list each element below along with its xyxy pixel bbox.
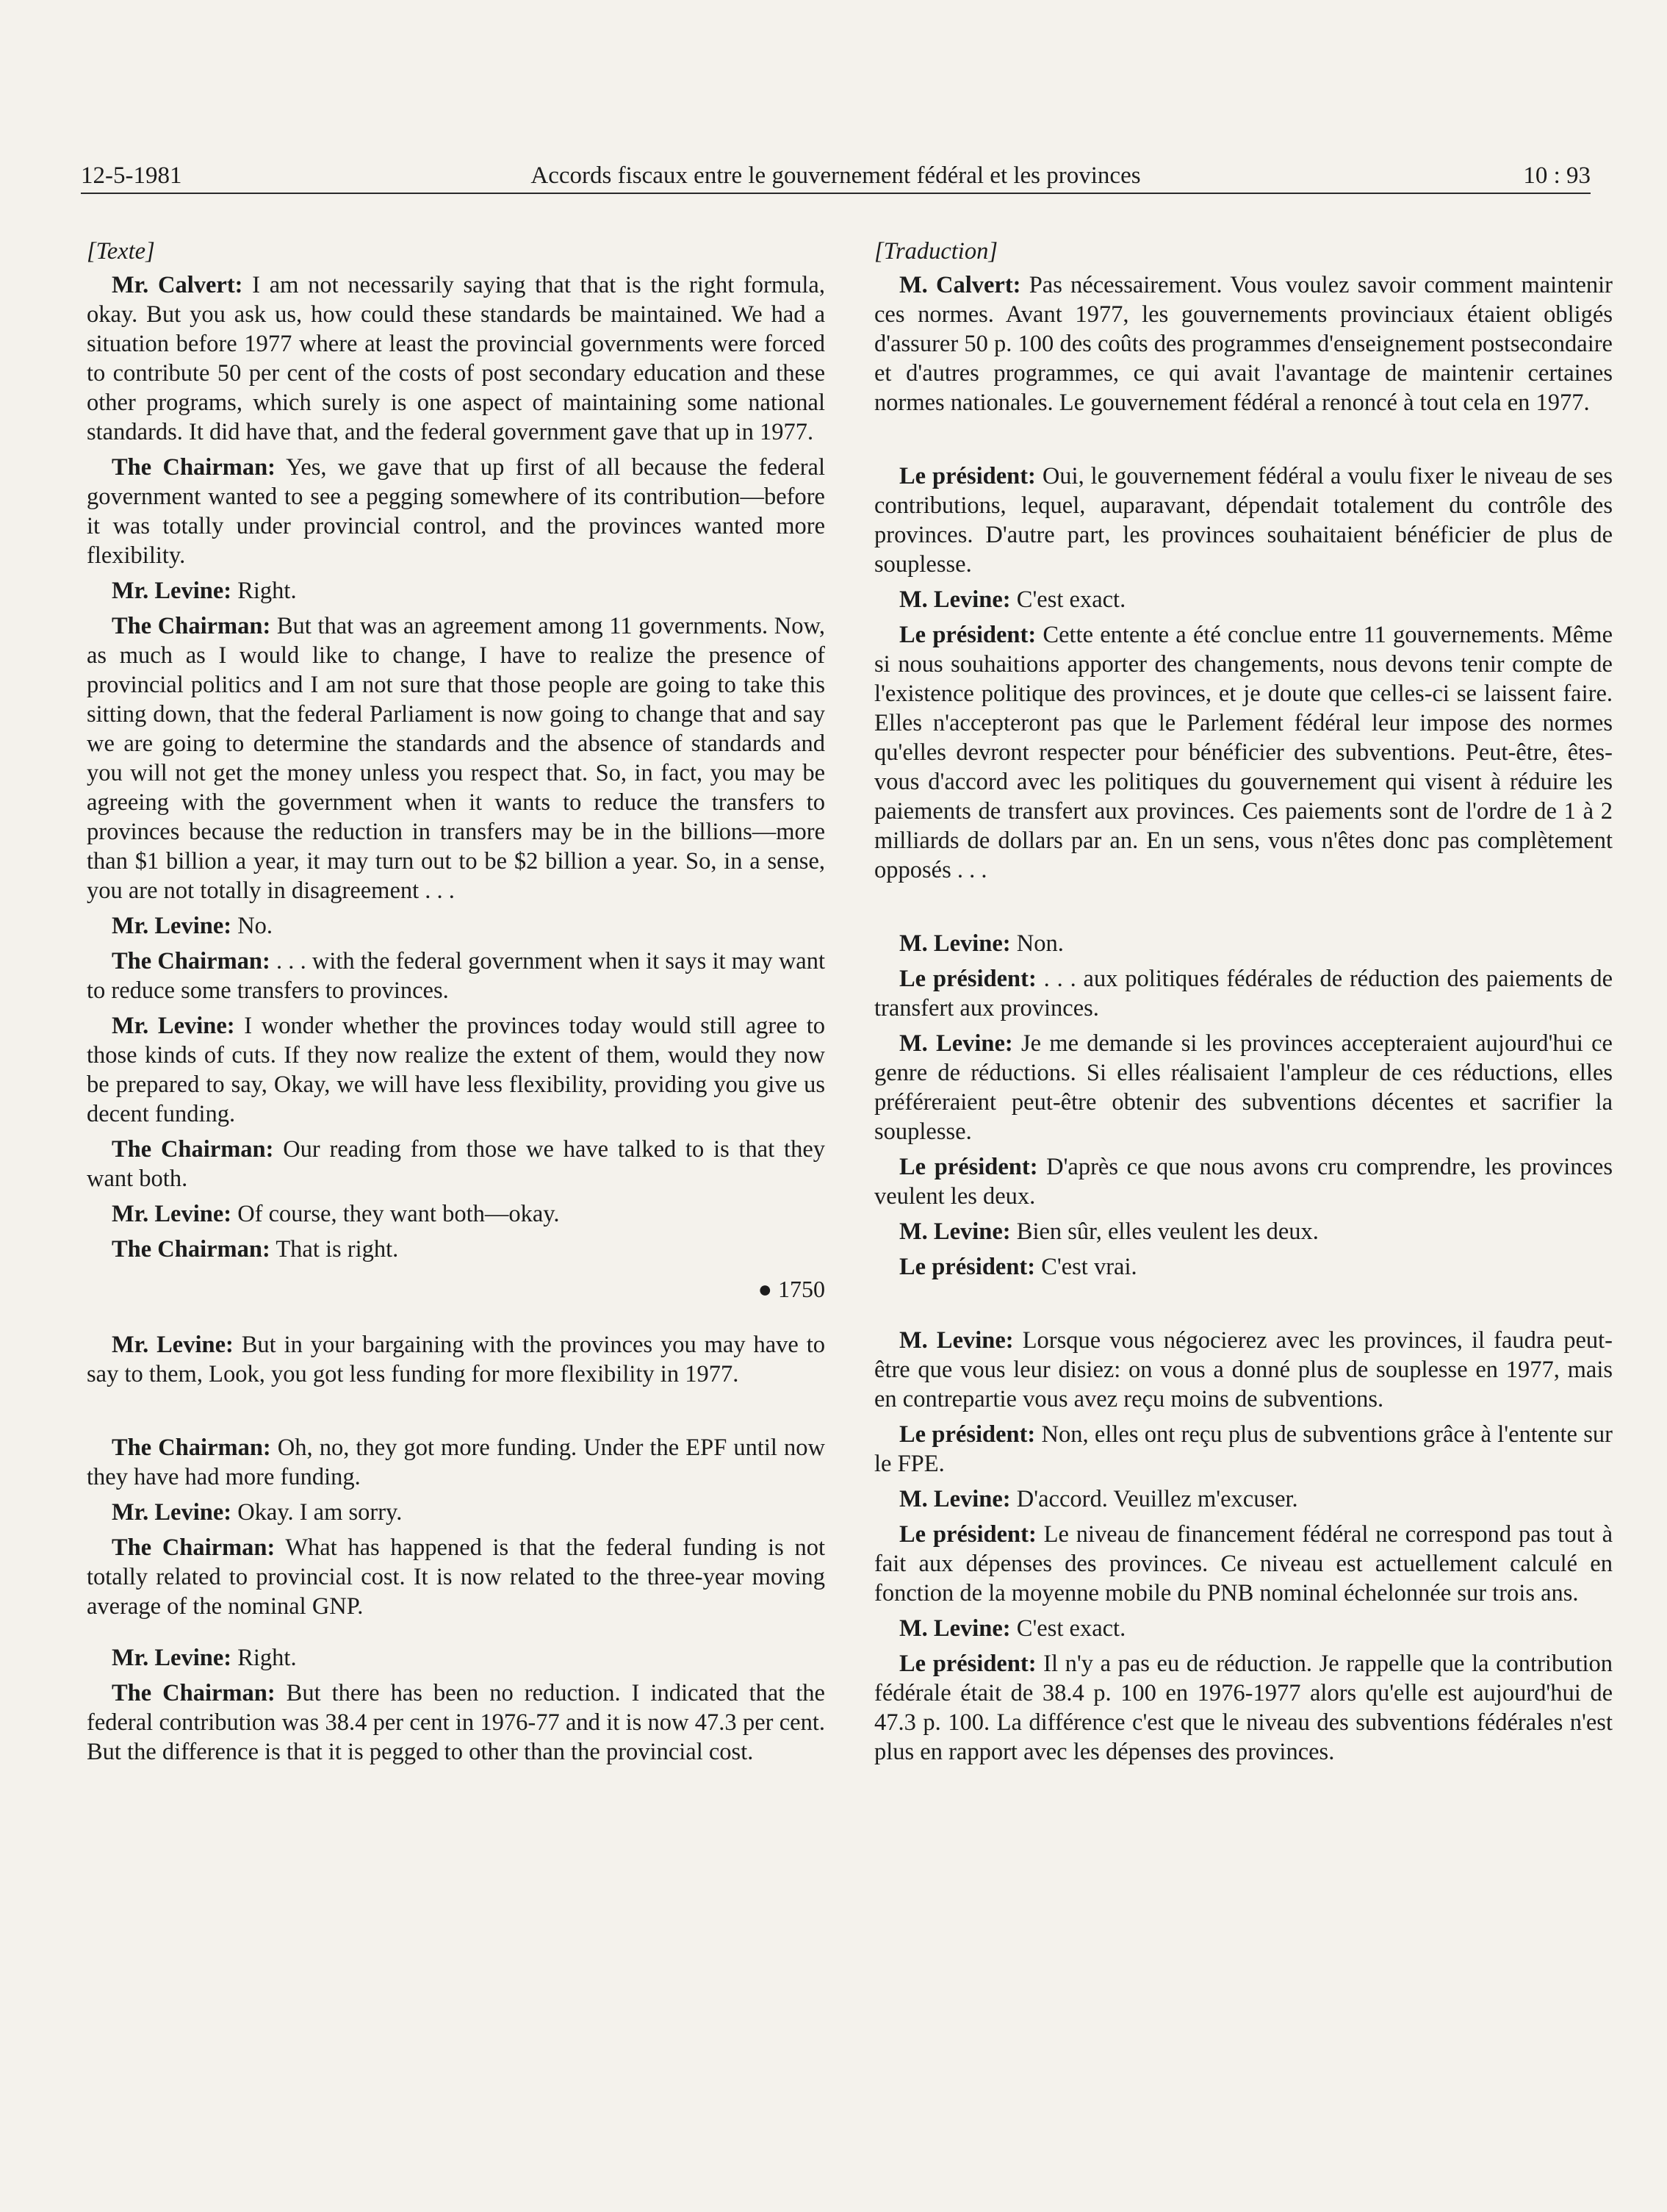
- speech: Our reading from those we have talked to is that they want both.: [87, 1136, 825, 1192]
- column-label: [Traduction]: [874, 238, 998, 265]
- paragraph: [874, 1649, 1613, 1767]
- speech: I am not necessarily saying that that is the right formula, okay. But you ask us, how could these standards be maintained. We had a situation before 1977 where at least the provincial governments were forced to contribute 50 per cent of the costs of post secondary education and these other programs, which surely is one aspect of maintaining some national standards. It did have that, and the federal government gave that up in 1977.: [87, 272, 825, 445]
- paragraph: [874, 1614, 1613, 1643]
- paragraph: [874, 462, 1613, 579]
- speech: C'est exact.: [1010, 586, 1126, 613]
- paragraph: [87, 576, 825, 606]
- speaker: Mr. Levine:: [112, 913, 232, 939]
- paragraph: [874, 620, 1613, 885]
- paragraph: [87, 270, 825, 447]
- speech: But there has been no reduction. I indicated that the federal contribution was 38.4 per cent in 1976-77 and it is now 47.3 per cent. But the difference is that it is pegged to other than the provincial cost.: [87, 1680, 825, 1765]
- paragraph: [87, 1235, 825, 1264]
- speaker: Mr. Levine:: [112, 578, 232, 604]
- speaker: Le président:: [899, 1421, 1036, 1448]
- speaker: Mr. Levine:: [112, 1013, 235, 1039]
- speaker: Le président:: [899, 966, 1037, 992]
- time-marker-value: 1750: [778, 1276, 825, 1302]
- speech: Right.: [231, 578, 297, 604]
- paragraph: [87, 1199, 825, 1229]
- paragraph: [87, 453, 825, 570]
- speaker: M. Levine:: [899, 1327, 1014, 1354]
- paragraph: [874, 964, 1613, 1023]
- paragraph: [874, 1217, 1613, 1246]
- speech: Le niveau de financement fédéral ne correspond pas tout à fait aux dépenses des provinces. Ce niveau est actuellement calculé en fonction de la moyenne mobile du PNB nominal échelonnée sur trois ans.: [874, 1521, 1613, 1606]
- speaker: Mr. Levine:: [112, 1499, 232, 1526]
- header-rule: [81, 193, 1591, 194]
- paragraph: [87, 1678, 825, 1767]
- french-column: [874, 237, 1613, 1773]
- speaker: Le président:: [899, 1254, 1036, 1280]
- paragraph: [874, 270, 1613, 417]
- speech: Yes, we gave that up first of all because the federal government wanted to see a pegging somewhere of its contribution—before it was totally under provincial control, and the provinces wanted more flexibility.: [87, 454, 825, 569]
- header-title: Accords fiscaux entre le gouvernement fédéral et les provinces: [530, 162, 1141, 189]
- speaker: The Chairman:: [112, 1534, 276, 1561]
- speech: D'accord. Veuillez m'excuser.: [1010, 1486, 1298, 1512]
- speech: But that was an agreement among 11 governments. Now, as much as I would like to change, I have to realize the presence of provincial politics and I am not sure that those people are going to take this sitting down, that the federal Parliament is now going to change that and say we are going to determine the standards and the absence of standards and you will not get the money unless you respect that. So, in fact, you may be agreeing with the government when it wants to reduce the transfers to provinces because the reduction in transfers may be in the billions—more than $1 billion a year, it may turn out to be $2 billion a year. So, in a sense, you are not totally in disagreement . . .: [87, 613, 825, 904]
- english-column: [87, 237, 825, 1773]
- paragraph: [87, 611, 825, 905]
- paragraph: [87, 1498, 825, 1527]
- paragraph: [87, 1330, 825, 1389]
- paragraph: [87, 1533, 825, 1621]
- speaker: M. Levine:: [899, 586, 1011, 613]
- speech: . . . with the federal government when it says it may want to reduce some transfers to provinces.: [87, 948, 825, 1004]
- speech: Bien sûr, elles veulent les deux.: [1010, 1218, 1319, 1245]
- speaker: M. Levine:: [899, 1218, 1011, 1245]
- speaker: M. Levine:: [899, 1615, 1011, 1642]
- speaker: Le président:: [899, 463, 1036, 489]
- speech: Il n'y a pas eu de réduction. Je rappelle que la contribution fédérale était de 38.4 p. 100 en 1976-1977 alors qu'elle est aujourd'hui de 47.3 p. 100. La différence c'est que le niveau des subventions fédérales n'est plus en rapport avec les dépenses des provinces.: [874, 1651, 1613, 1765]
- speech: What has happened is that the federal funding is not totally related to provincial cost. It is now related to the three-year moving average of the nominal GNP.: [87, 1534, 825, 1620]
- speech: Okay. I am sorry.: [231, 1499, 403, 1526]
- paragraph: [874, 1484, 1613, 1514]
- bullet-icon: ●: [757, 1276, 772, 1302]
- speaker: Le président:: [899, 1521, 1037, 1548]
- speech: Oh, no, they got more funding. Under the EPF until now they have had more funding.: [87, 1434, 825, 1490]
- header-page-number: 10 : 93: [1523, 162, 1591, 189]
- speech: Cette entente a été conclue entre 11 gouvernements. Même si nous souhaitions apporter des changements, nous devons tenir compte de l'existence politique des provinces, et je doute que celles-ci se laissent faire. Elles n'accepteront pas que le Parlement fédéral leur impose des normes qu'elles devront respecter pour bénéficier des subventions. Peut-être, êtes-vous d'accord avec les politiques du gouvernement qui visent à réduire les paiements de transfert aux provinces. Ces paiements sont de l'ordre de 1 à 2 milliards de dollars par an. En un sens, vous n'êtes donc pas complètement opposés . . .: [874, 622, 1613, 883]
- speech: Pas nécessairement. Vous voulez savoir comment maintenir ces normes. Avant 1977, les gouvernements provinciaux étaient obligés d'assurer 50 p. 100 des coûts des programmes d'enseignement postsecondaire et d'autres programmes, ce qui avait l'avantage de maintenir certaines normes nationales. Le gouvernement fédéral a renoncé à tout cela en 1977.: [874, 272, 1613, 416]
- speaker: M. Levine:: [899, 1486, 1011, 1512]
- speech: Lorsque vous négocierez avec les provinces, il faudra peut-être que vous leur disiez: on vous a donné plus de souplesse en 1977, mais en contrepartie vous avez reçu moins de subventions.: [874, 1327, 1613, 1412]
- paragraph: [874, 1326, 1613, 1414]
- header-date: 12-5-1981: [81, 162, 182, 189]
- speech: Je me demande si les provinces accepteraient aujourd'hui ce genre de réductions. Si elles réalisaient l'ampleur de ces réductions, elles préféreraient peut-être obtenir des subventions décentes et sacrifier la souplesse.: [874, 1030, 1613, 1145]
- speaker: M. Calvert:: [899, 272, 1021, 298]
- speaker: The Chairman:: [112, 1680, 276, 1706]
- speaker: The Chairman:: [112, 948, 270, 974]
- paragraph: [874, 1029, 1613, 1146]
- paragraph: [874, 1420, 1613, 1479]
- speaker: The Chairman:: [112, 1236, 270, 1263]
- speaker: The Chairman:: [112, 454, 276, 481]
- speech: That is right.: [270, 1236, 399, 1263]
- speech: No.: [231, 913, 273, 939]
- paragraph: [87, 911, 825, 941]
- paragraph: [874, 1152, 1613, 1211]
- paragraph: [874, 585, 1613, 614]
- speaker: The Chairman:: [112, 1434, 271, 1461]
- speaker: Mr. Levine:: [112, 1201, 232, 1227]
- speaker: Mr. Levine:: [112, 1332, 234, 1358]
- speech: C'est vrai.: [1035, 1254, 1137, 1280]
- speech: C'est exact.: [1010, 1615, 1126, 1642]
- time-marker: [87, 1274, 825, 1304]
- speech: Oui, le gouvernement fédéral a voulu fixer le niveau de ses contributions, lequel, auparavant, dépendait totalement du contrôle des provinces. D'autre part, les provinces souhaitaient bénéficier de plus de souplesse.: [874, 463, 1613, 578]
- speech: Non, elles ont reçu plus de subventions grâce à l'entente sur le FPE.: [874, 1421, 1613, 1477]
- paragraph: [87, 1135, 825, 1193]
- speech: I wonder whether the provinces today would still agree to those kinds of cuts. If they now realize the extent of them, would they now be prepared to say, Okay, we will have less flexibility, providing you give us decent funding.: [87, 1013, 825, 1127]
- speaker: Mr. Levine:: [112, 1645, 232, 1671]
- paragraph: [87, 947, 825, 1005]
- column-label: [Texte]: [87, 238, 155, 265]
- paragraph: [87, 1433, 825, 1492]
- speaker: Le président:: [899, 1651, 1037, 1677]
- paragraph: [87, 1011, 825, 1129]
- speaker: M. Levine:: [899, 930, 1011, 957]
- column-label-text: Texte: [96, 238, 146, 265]
- speaker: M. Levine:: [899, 1030, 1013, 1057]
- speaker: The Chairman:: [112, 613, 271, 639]
- paragraph: [874, 1252, 1613, 1282]
- speech: D'après ce que nous avons cru comprendre, les provinces veulent les deux.: [874, 1154, 1613, 1210]
- speaker: Le président:: [899, 1154, 1038, 1180]
- speaker: The Chairman:: [112, 1136, 274, 1163]
- paragraph: [87, 1643, 825, 1673]
- running-header: [81, 151, 1591, 190]
- speech: Of course, they want both—okay.: [231, 1201, 560, 1227]
- speech: Right.: [231, 1645, 297, 1671]
- speaker: Le président:: [899, 622, 1037, 648]
- speech: . . . aux politiques fédérales de réduction des paiements de transfert aux provinces.: [874, 966, 1613, 1021]
- paragraph: [874, 929, 1613, 958]
- speaker: Mr. Calvert:: [112, 272, 243, 298]
- speech: Non.: [1010, 930, 1064, 957]
- column-label-text: Traduction: [883, 238, 989, 265]
- speech: But in your bargaining with the provinces you may have to say to them, Look, you got less funding for more flexibility in 1977.: [87, 1332, 825, 1387]
- paragraph: [874, 1520, 1613, 1608]
